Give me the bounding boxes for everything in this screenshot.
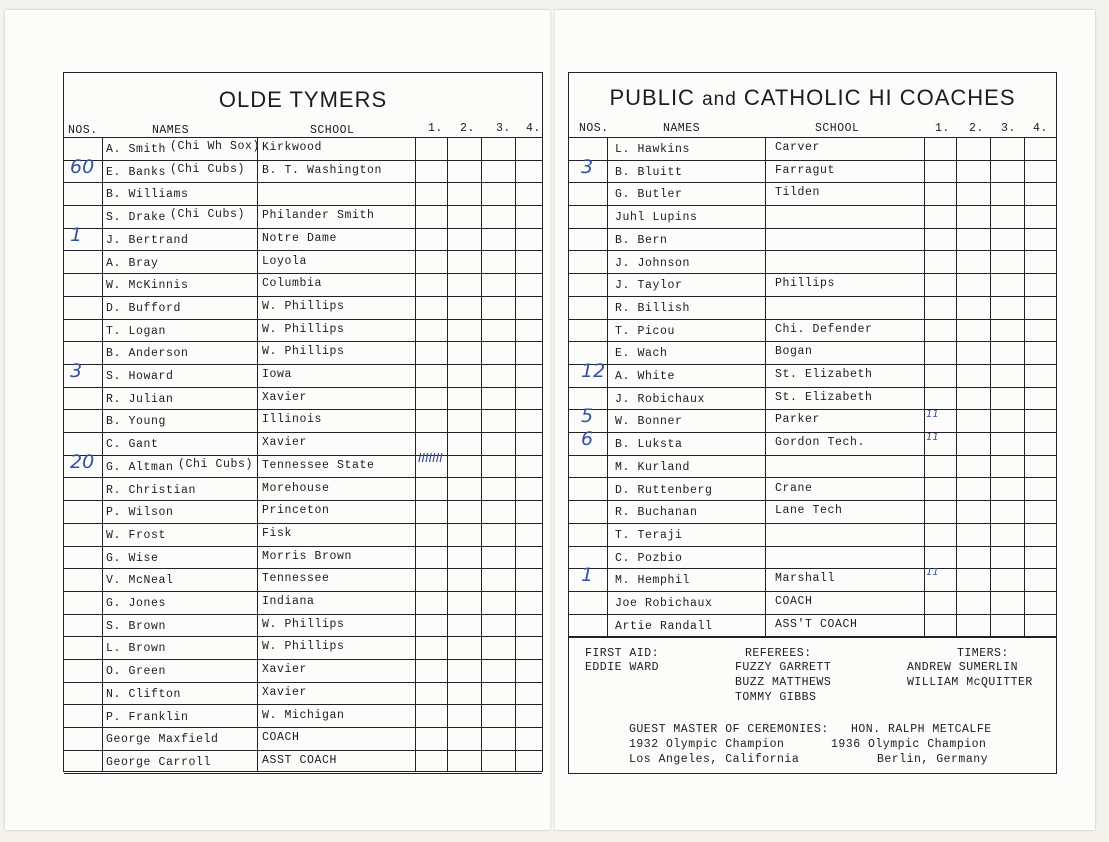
player-name: S. Drake: [106, 211, 167, 225]
table-row: [64, 432, 542, 455]
table-row: [64, 182, 542, 205]
table-row: [569, 455, 1056, 478]
player-name: L. Hawkins: [615, 143, 691, 156]
table-row: [64, 205, 542, 228]
school-name: Tilden: [775, 186, 821, 200]
player-name: B. Bluitt: [615, 165, 683, 179]
school-name: Xavier: [262, 685, 308, 699]
jersey-number: 1: [70, 223, 83, 246]
school-name: Chi. Defender: [775, 322, 873, 336]
table-row: [569, 428, 1056, 455]
player-name: B. Bern: [615, 233, 668, 247]
col1-header: 1.: [428, 122, 443, 135]
player-name: B. Anderson: [106, 347, 189, 361]
player-name: T. Logan: [106, 324, 167, 338]
player-name: G. Altman: [106, 460, 174, 474]
player-name: N. Clifton: [106, 687, 182, 701]
right-title: [569, 85, 1056, 111]
table-row: [569, 182, 1056, 205]
table-row: [64, 360, 542, 387]
coaches-roster: [568, 72, 1057, 774]
right-title-part: and: [702, 89, 737, 110]
jersey-number: 1: [581, 564, 594, 587]
school-name: Xavier: [262, 390, 308, 404]
table-row: [569, 387, 1056, 410]
player-name: A. Smith: [106, 143, 167, 156]
right-title-part: CATHOLIC HI COACHES: [743, 85, 1016, 110]
school-name: Lane Tech: [775, 504, 843, 518]
school-name: Illinois: [262, 413, 323, 427]
school-name: COACH: [775, 595, 813, 608]
school-name: Morris Brown: [262, 549, 353, 563]
player-name: R. Christian: [106, 483, 197, 497]
jersey-number: 60: [70, 155, 95, 178]
player-name: S. Howard: [106, 370, 174, 383]
table-row: [64, 682, 542, 705]
school-name: Xavier: [262, 436, 308, 450]
player-name: M. Hemphil: [615, 574, 691, 588]
player-name: S. Brown: [106, 619, 167, 633]
school-name: St. Elizabeth: [775, 390, 873, 404]
player-name: G. Butler: [615, 188, 683, 202]
row-rule: [64, 773, 542, 774]
col4-header: 4.: [1033, 122, 1048, 135]
table-row: [64, 546, 542, 569]
player-name: O. Green: [106, 665, 167, 679]
school-name: Phillips: [775, 277, 836, 291]
school-name: St. Elizabeth: [775, 368, 873, 381]
footer-rule: [569, 637, 1056, 638]
school-name: Parker: [775, 413, 821, 427]
table-row: [64, 523, 542, 546]
center-fold: [550, 10, 555, 830]
player-name: George Carroll: [106, 755, 212, 769]
referees-label: REFEREES:: [745, 647, 812, 660]
referee-name: BUZZ MATTHEWS: [735, 676, 832, 689]
school-name: Tennessee State: [262, 458, 375, 472]
player-name: R. Buchanan: [615, 506, 698, 520]
timer-name: ANDREW SUMERLIN: [907, 661, 1019, 674]
referee-name: FUZZY GARRETT: [735, 661, 832, 674]
table-row: [569, 614, 1056, 637]
school-name: Philander Smith: [262, 209, 375, 223]
player-name: R. Julian: [106, 392, 174, 406]
right-title-part: PUBLIC: [609, 85, 695, 110]
timers-label: TIMERS:: [957, 647, 1009, 660]
player-name: W. McKinnis: [106, 279, 189, 293]
table-row: [569, 546, 1056, 569]
first-aid-label: FIRST AID:: [585, 647, 660, 660]
champion-line: 1932 Olympic Champion: [629, 738, 785, 751]
table-row: [569, 251, 1056, 274]
left-title: OLDE TYMERS: [218, 87, 388, 112]
table-row: [569, 523, 1056, 546]
table-row: [64, 478, 542, 501]
first-aid-name: EDDIE WARD: [585, 661, 660, 674]
table-row: [569, 205, 1056, 228]
table-row: [64, 251, 542, 274]
location-line: Berlin, Germany: [877, 753, 989, 766]
guest-label: GUEST MASTER OF CEREMONIES:: [629, 723, 829, 736]
school-name: Indiana: [262, 595, 315, 608]
player-name: T. Teraji: [615, 528, 683, 542]
school-name: Crane: [775, 481, 813, 495]
player-name: J. Robichaux: [615, 392, 706, 406]
olde-tymers-roster: [63, 72, 543, 772]
names-header: NAMES: [663, 122, 701, 135]
jersey-number: 3: [70, 360, 83, 382]
player-name: J. Bertrand: [106, 233, 189, 247]
table-row: [569, 319, 1056, 342]
table-row: [64, 273, 542, 296]
referee-name: TOMMY GIBBS: [735, 691, 817, 704]
table-row: [569, 273, 1056, 296]
player-name: V. McNeal: [106, 574, 174, 588]
player-name: W. Bonner: [615, 415, 683, 429]
player-name: J. Johnson: [615, 256, 691, 270]
table-row: [64, 409, 542, 432]
table-row: [569, 296, 1056, 319]
table-row: [569, 500, 1056, 523]
school-name: Tennessee: [262, 572, 330, 586]
nos-header: NOS.: [579, 122, 609, 135]
champion-line: 1936 Olympic Champion: [831, 738, 987, 751]
player-name: P. Franklin: [106, 710, 189, 724]
col3-header: 3.: [1001, 122, 1016, 135]
school-name: Princeton: [262, 504, 330, 518]
table-row: [64, 727, 542, 750]
school-name: Xavier: [262, 663, 308, 677]
col4-header: 4.: [526, 122, 541, 135]
col2-header: 2.: [460, 122, 475, 135]
guest-name: HON. RALPH METCALFE: [851, 723, 992, 736]
timer-name: WILLIAM McQUITTER: [907, 676, 1033, 689]
table-row: [64, 705, 542, 728]
school-name: Carver: [775, 141, 821, 154]
school-name: W. Phillips: [262, 345, 345, 359]
school-name: Bogan: [775, 345, 813, 359]
player-name: E. Wach: [615, 347, 668, 361]
player-name: George Maxfield: [106, 733, 219, 747]
table-row: [64, 500, 542, 523]
school-name: W. Phillips: [262, 617, 345, 631]
table-row: [64, 223, 542, 251]
school-name: Marshall: [775, 572, 836, 586]
school-name: Iowa: [262, 368, 293, 381]
table-row: [64, 319, 542, 342]
table-row: [64, 750, 542, 773]
player-name: A. Bray: [106, 256, 159, 270]
school-name: W. Phillips: [262, 640, 345, 654]
team-affiliation: (Chi Cubs): [170, 162, 246, 176]
tally-mark: IIIIIII: [418, 451, 443, 465]
jersey-number: 3: [581, 155, 594, 178]
player-name: Juhl Lupins: [615, 211, 698, 225]
school-name: Morehouse: [262, 481, 330, 495]
player-name: W. Frost: [106, 528, 167, 542]
school-name: Farragut: [775, 163, 836, 177]
table-row: [569, 564, 1056, 591]
school-name: W. Phillips: [262, 322, 345, 336]
jersey-number: 6: [581, 428, 594, 451]
player-name: G. Jones: [106, 597, 167, 610]
table-row: [64, 387, 542, 410]
player-name: B. Williams: [106, 188, 189, 202]
table-row: [64, 568, 542, 591]
table-row: [64, 636, 542, 659]
table-row: [64, 137, 542, 160]
player-name: C. Pozbio: [615, 551, 683, 565]
school-name: Fisk: [262, 526, 293, 540]
table-row: [569, 137, 1056, 160]
school-name: Notre Dame: [262, 231, 338, 245]
table-row: [64, 450, 542, 478]
school-name: Columbia: [262, 277, 323, 291]
school-header: SCHOOL: [310, 124, 355, 137]
jersey-number: 20: [70, 450, 95, 473]
table-row: [569, 341, 1056, 364]
school-name: Loyola: [262, 254, 308, 268]
school-name: W. Michigan: [262, 708, 345, 722]
table-row: [64, 155, 542, 183]
table-row: [569, 405, 1056, 432]
col1-header: 1.: [935, 122, 950, 135]
tick-mark: 11: [926, 432, 939, 443]
player-name: E. Banks: [106, 165, 167, 179]
table-row: [569, 228, 1056, 251]
player-name: B. Young: [106, 415, 167, 429]
table-row: [64, 659, 542, 682]
school-header: SCHOOL: [815, 122, 860, 135]
table-row: [569, 591, 1056, 614]
tick-mark: 11: [926, 567, 939, 578]
player-name: A. White: [615, 370, 676, 383]
player-name: D. Ruttenberg: [615, 483, 713, 497]
player-name: J. Taylor: [615, 279, 683, 293]
table-row: [64, 591, 542, 614]
school-name: W. Phillips: [262, 299, 345, 313]
nos-header: NOS.: [68, 124, 98, 137]
jersey-number: 5: [581, 405, 594, 428]
team-affiliation: (Chi Wh Sox): [170, 140, 261, 153]
table-row: [569, 478, 1056, 501]
player-name: G. Wise: [106, 551, 159, 565]
school-name: ASST COACH: [262, 753, 338, 767]
player-name: B. Luksta: [615, 438, 683, 452]
school-name: COACH: [262, 731, 300, 745]
table-row: [569, 155, 1056, 183]
player-name: P. Wilson: [106, 506, 174, 520]
table-row: [64, 614, 542, 637]
col2-header: 2.: [969, 122, 984, 135]
table-row: [569, 360, 1056, 387]
school-name: B. T. Washington: [262, 163, 383, 177]
player-name: L. Brown: [106, 642, 167, 656]
player-name: C. Gant: [106, 438, 159, 452]
table-row: [64, 341, 542, 364]
table-row: [64, 296, 542, 319]
col3-header: 3.: [496, 122, 511, 135]
player-name: R. Billish: [615, 301, 691, 315]
player-name: Joe Robichaux: [615, 597, 713, 610]
player-name: Artie Randall: [615, 619, 713, 633]
names-header: NAMES: [152, 124, 190, 137]
player-name: D. Bufford: [106, 301, 182, 315]
school-name: Gordon Tech.: [775, 436, 866, 450]
player-name: T. Picou: [615, 324, 676, 338]
player-name: M. Kurland: [615, 460, 691, 474]
jersey-number: 12: [581, 360, 606, 382]
tick-mark: 11: [926, 409, 939, 420]
location-line: Los Angeles, California: [629, 753, 800, 766]
team-affiliation: (Chi Cubs): [170, 208, 246, 222]
school-name: Kirkwood: [262, 141, 323, 154]
team-affiliation: (Chi Cubs): [178, 457, 254, 471]
school-name: ASS'T COACH: [775, 617, 858, 631]
